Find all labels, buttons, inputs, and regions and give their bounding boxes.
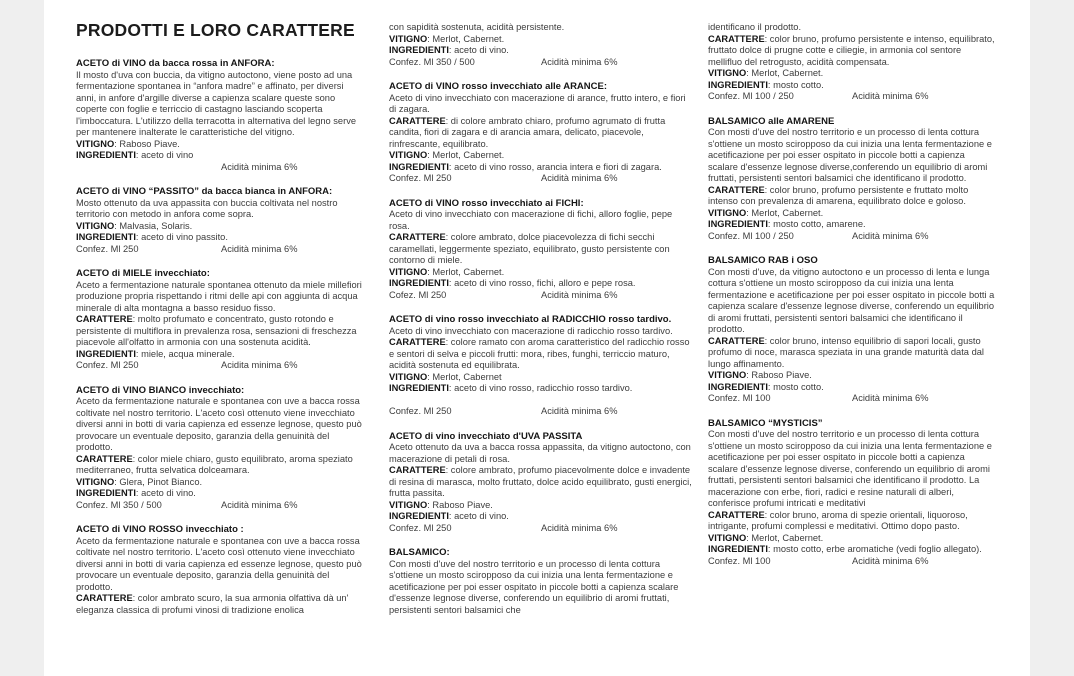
document-page [44,0,1030,676]
field-label: INGREDIENTI [76,488,136,498]
package-acidity-row [76,162,366,174]
field-text: : Merlot, Cabernet. [427,33,505,44]
acidity-note: Acidità minima 6% [852,91,929,101]
field-text: Aceto di vino invecchiato con macerazione di radicchio rosso tardivo. [389,325,673,336]
package-size: Confez. Ml 350 / 500 [76,499,162,510]
field-text: : Merlot, Cabernet. [427,150,505,160]
field-text: : mosto cotto, erbe aromatiche (vedi foglio allegato). [767,544,982,554]
field-label: INGREDIENTI [76,348,136,359]
package-acidity-row [389,523,693,535]
field-label: INGREDIENTI [76,232,136,242]
package-acidity-row [76,244,366,256]
field-text: : colore ambrato, profumo piacevolmente dolce e invadente di resina di marasca, molto fruttato, dolce acido equilibrato, gusti energici, frutta passita. [389,465,692,498]
package-size: Confez. Ml 100 / 250 [708,91,794,101]
package-acidity-row [708,91,996,103]
field-label: INGREDIENTI [708,79,768,90]
description-paragraph [708,127,996,185]
field-paragraph [708,34,996,69]
field-text: : Raboso Piave. [746,370,812,380]
column-2 [389,22,693,629]
section-heading: ACETO di MIELE invecchiato: [76,268,210,279]
field-label: VITIGNO [389,371,428,382]
package-size: Confez. Ml 350 / 500 [389,56,475,67]
field-label: CARATTERE [389,115,446,126]
field-paragraph [708,533,996,545]
field-label: VITIGNO [708,207,747,218]
field-text: : aceto di vino rosso, arancia intera e fiori di zagara. [448,161,662,172]
description-paragraph [389,559,693,617]
product-section [708,418,996,568]
field-text: : color bruno, aroma di spezie orientali, liquoroso, intrigante, profumi complessi e meditativi. Ottimo dopo pasto. [708,509,968,531]
field-label: INGREDIENTI [389,383,449,393]
field-text: : color ambrato scuro, la sua armonia olfattiva dà un' eleganza classica di profumi vinosi di tradizione enolica [76,593,349,615]
product-section [708,116,996,243]
field-text: : Merlot, Cabernet. [427,266,505,277]
description-paragraph [389,326,693,338]
description-paragraph [76,70,366,139]
package-acidity-row [708,393,996,405]
package-acidity-row [76,500,366,512]
field-paragraph [76,232,366,244]
field-paragraph [389,150,693,162]
field-label: CARATTERE [76,314,133,324]
field-text: identificano il prodotto. [708,22,802,32]
section-heading: ACETO di VINO rosso invecchiato ai FICHI: [389,197,584,209]
field-text: : aceto di vino. [135,488,196,498]
field-paragraph [76,593,366,616]
package-size: Confez. Ml 250 [389,522,452,533]
acidity-note: Acidità minima 6% [541,522,618,533]
field-label: VITIGNO [389,499,428,510]
section-heading: BALSAMICO “MYSTICIS” [708,417,823,429]
field-text: : Merlot, Cabernet. [746,68,824,78]
field-paragraph [708,68,996,80]
product-section [708,22,996,103]
description-paragraph [708,267,996,336]
field-label: INGREDIENTI [708,219,768,229]
field-label: CARATTERE [708,184,765,195]
description-paragraph [389,22,693,34]
description-paragraph [76,280,366,315]
product-section [389,431,693,535]
field-text: : Raboso Piave. [427,499,493,510]
field-label: CARATTERE [389,465,446,475]
package-acidity-row [389,57,693,69]
column-3 [708,22,996,580]
field-text: Aceto di vino invecchiato con macerazione di arance, frutto intero, e fiori di zagara. [389,92,686,114]
product-section [389,547,693,616]
field-text: : aceto di vino [135,150,194,160]
description-paragraph [389,442,693,465]
description-paragraph [76,536,366,594]
field-text: : aceto di vino. [448,511,509,521]
package-size: Confez. Ml 100 [708,555,771,566]
field-paragraph [708,370,996,382]
field-paragraph [389,337,693,372]
section-heading: BALSAMICO alle AMARENE [708,115,835,127]
acidity-note: Acidità minima 6% [852,555,929,566]
package-acidity-row [708,556,996,568]
field-text: Con mosti d'uve, da vitigno autoctono e un processo di lenta e lunga cottura s'ottiene un mosto sciropposo da cui inizia una lenta fermentazione e acetificazione per poi esser ospitato in piccole botti a capienza scalare d'essenze legnose diverse, conferendo un equilibrio di aromi fruttati, persistenti sentori balsamici che identificano il prodotto. [708,266,995,334]
field-label: VITIGNO [708,532,747,543]
field-paragraph [708,80,996,92]
field-text: : mosto cotto, amarene. [767,219,866,229]
package-acidity-row [389,406,693,418]
field-text: : Merlot, Cabernet [427,371,502,382]
field-paragraph [389,465,693,500]
field-paragraph [708,208,996,220]
field-text: : aceto di vino passito. [135,232,228,242]
field-label: VITIGNO [708,68,747,78]
field-text: Aceto a fermentazione naturale spontanea ottenuto da miele millefiori produzione propria rispettando i ritmi delle api con aggiunta di acqua minerale di alta montagna a basso residuo fisso. [76,279,362,313]
field-paragraph [389,116,693,151]
description-paragraph [708,429,996,510]
field-text: : aceto di vino rosso, fichi, alloro e pepe rosa. [448,278,636,288]
field-paragraph [708,336,996,371]
acidity-note: Acidità minima 6% [541,289,618,300]
field-paragraph [708,185,996,208]
field-paragraph [76,477,366,489]
field-text: : Malvasia, Solaris. [114,220,193,231]
field-label: CARATTERE [76,453,133,464]
description-paragraph [389,93,693,116]
field-label: INGREDIENTI [389,278,449,288]
field-text: Aceto da fermentazione naturale e spontanea con uve a bacca rossa coltivate nel nostro territorio. L'aceto così ottenuto viene invecchiato diversi anni in botti di varia capienza ed essenze legnose, questo può provocare un eventuale deposito, garanzia della genuinità del prodotto. [76,396,362,452]
product-section [389,81,693,185]
field-label: INGREDIENTI [708,544,768,554]
field-label: CARATTERE [708,509,765,520]
section-heading: BALSAMICO RAB i OSO [708,255,818,266]
field-paragraph [708,382,996,394]
field-label: INGREDIENTI [76,150,136,160]
field-paragraph [76,314,366,349]
package-size: Confez. Ml 250 [389,406,452,416]
field-paragraph [708,510,996,533]
product-section [76,58,366,173]
package-size: Cofez. Ml 250 [389,289,447,300]
field-label: VITIGNO [389,33,428,44]
section-heading: ACETO di VINO “PASSITO” da bacca bianca in ANFORA: [76,186,333,197]
field-text: Il mosto d'uva con buccia, da vitigno autoctono, viene posto ad una fermentazione spontanea in “anfora madre” e affinato, per diversi anni, in anfore d'argille diverse a capienza scalare queste sono coperte con foglie e terriccio di castagno lasciando scoperta l'imboccatura. L'utilizzo della terracotta in alternativa del legno serve per mantenere inalterate le caratteristiche del vitigno. [76,69,357,137]
product-section [389,198,693,302]
field-paragraph [389,278,693,290]
acidity-note: Acidità minima 6% [221,499,298,510]
package-acidity-row [389,173,693,185]
acidity-note: Acidità minima 6% [221,161,298,172]
acidity-note: Acidità minima 6% [852,230,929,241]
description-paragraph [76,396,366,454]
field-label: VITIGNO [708,370,747,380]
field-text: : colore ambrato, dolce piacevolezza di fichi secchi caramellati, leggermente speziato, equilibrato, gusto persistente con contorno di miele. [389,232,670,265]
field-paragraph [389,267,693,279]
description-paragraph [708,22,996,34]
field-paragraph [76,454,366,477]
acidity-note: Acidità minima 6% [541,406,618,416]
acidity-note: Acidità minima 6% [852,393,929,403]
field-text: : Glera, Pinot Bianco. [114,476,203,487]
package-size: Confez. Ml 250 [76,360,139,370]
field-text: : Merlot, Cabernet. [746,532,824,543]
description-paragraph [76,198,366,221]
product-section [389,314,693,418]
field-text: : color bruno, intenso equilibrio di sapori locali, gusto profumo di noce, marasca speziata in una grande maturità data dal lungo affinamento. [708,335,984,369]
page-title: PRODOTTI E LORO CARATTERE [76,20,355,40]
product-section [389,22,693,68]
field-paragraph [389,45,693,57]
field-label: INGREDIENTI [708,381,768,392]
field-paragraph [389,34,693,46]
product-section [708,255,996,405]
field-paragraph [389,500,693,512]
package-acidity-row [389,290,693,302]
package-size: Confez. Ml 250 [76,243,139,254]
field-text: : color bruno, profumo persistente e fruttato molto intenso con prevalenza di amarena, equilibrato dolce e goloso. [708,184,969,206]
section-heading: ACETO di VINO ROSSO invecchiato : [76,524,244,535]
description-paragraph [389,209,693,232]
field-paragraph [389,372,693,384]
field-label: CARATTERE [708,335,765,346]
field-paragraph [708,544,996,556]
acidity-note: Acidità minima 6% [221,243,298,254]
field-paragraph [76,488,366,500]
package-size: Confez. Ml 100 [708,393,771,403]
field-text: Aceto da fermentazione naturale e spontanea con uve a bacca rossa coltivate nel nostro territorio. L'aceto così ottenuto viene invecchiato diversi anni in botti di varia capienza ed essenze legnose, questo può provocare un eventuale deposito, garanzia della genuinità del prodotto. [76,535,362,592]
field-label: CARATTERE [708,33,765,44]
field-label: VITIGNO [389,150,428,160]
field-text: : molto profumato e concentrato, gusto rotondo e persistente di multiflora in prevalenza rosa, sensazioni di freschezza piacevole all'olfatto in armonia con una sostenuta acidità. [76,314,357,347]
section-heading: BALSAMICO: [389,547,450,558]
field-text: : Raboso Piave. [114,138,180,149]
field-text: : color miele chiaro, gusto equilibrato, aroma speziato mediterraneo, frutta selvatica dolceamara. [76,453,353,475]
package-size: Confez. Ml 100 / 250 [708,230,794,241]
package-size: Confez. Ml 250 [389,173,452,183]
field-label: VITIGNO [389,266,428,277]
field-label: CARATTERE [76,593,133,603]
package-acidity-row [76,360,366,372]
field-label: INGREDIENTI [389,161,449,172]
acidity-note: Acidita minima 6% [221,360,298,370]
field-text: : Merlot, Cabernet. [746,207,824,218]
field-text: : colore ramato con aroma caratteristico del radicchio rosso e sentori di selva e piccoli frutti: mora, ribes, funghi, terriccio maturo, acidità sostenuta ed equilibrata. [389,337,690,370]
field-label: VITIGNO [76,476,115,487]
field-text: : mosto cotto. [767,381,824,392]
section-heading: ACETO di vino invecchiato d'UVA PASSITA [389,430,583,442]
product-section [76,186,366,255]
acidity-note: Acidità minima 6% [541,56,618,67]
field-text: Con mosti d'uve del nostro territorio e un processo di lenta cottura s'ottiene un mosto sciropposo da cui inizia una lenta fermentazione e acetificazione per poi esser ospitato in piccole botti a capienza scalare d'essenze legnose diverse,conferendo un equilibrio di aromi fruttati, persistenti sentori balsamici che identificano il prodotto. [708,127,992,183]
package-acidity-row [708,231,996,243]
field-paragraph [76,139,366,151]
product-section [76,524,366,616]
field-label: INGREDIENTI [389,45,449,55]
product-section [76,268,366,372]
field-label: VITIGNO [76,220,115,231]
acidity-note: Acidità minima 6% [541,173,618,183]
product-section [76,385,366,512]
package-size [76,162,221,174]
field-label: CARATTERE [389,337,446,347]
field-paragraph [389,232,693,267]
field-text: : color bruno, profumo persistente e intenso, equilibrato, fruttato dolce di prugne cotte e ciliegie, in armonia col sentore mellifluo del retrogusto, acidità compensata. [708,33,995,67]
field-paragraph [389,511,693,523]
field-text: : miele, acqua minerale. [135,348,235,359]
field-text: : di colore ambrato chiaro, profumo agrumato di frutta candita, fiori di zagara e di arancia amara, delicato, piacevole, rinfrescante, equilibrato. [389,115,666,149]
field-paragraph [389,383,693,395]
field-paragraph [708,219,996,231]
field-text: Con mosti d'uve del nostro territorio e un processo di lenta cottura s'ottiene un mosto sciropposo da cui inizia una lenta fermentazione e acetificazione per poi esser ospitato in piccole botti a capienza scalare d'essenze legnose diverse, conferendo un equilibrio di aromi fruttati, persistenti sentori balsamici che [389,558,679,615]
section-heading: ACETO di VINO rosso invecchiato alle ARANCE: [389,81,608,92]
field-text: con sapidità sostenuta, acidità persistente. [389,22,565,32]
field-paragraph [389,162,693,174]
field-paragraph [76,150,366,162]
field-text: : aceto di vino. [448,45,509,55]
field-text: : aceto di vino rosso, radicchio rosso tardivo. [448,383,633,393]
field-label: VITIGNO [76,138,115,149]
field-paragraph [76,349,366,361]
field-text: : mosto cotto. [767,79,824,90]
field-text: Aceto ottenuto da uva a bacca rossa appassita, da vitigno autoctono, con macerazione di petali di rosa. [389,442,691,464]
field-label: CARATTERE [389,232,446,242]
section-heading: ACETO di VINO da bacca rossa in ANFORA: [76,58,275,69]
section-heading: ACETO di vino rosso invecchiato al RADICCHIO rosso tardivo. [389,314,672,325]
column-1 [76,20,366,629]
field-text: Mosto ottenuto da uva appassita con buccia coltivata nel nostro territorio con metodo in anfora come sopra. [76,197,338,219]
field-paragraph [76,221,366,233]
field-label: INGREDIENTI [389,511,449,521]
field-text: Aceto di vino invecchiato con macerazione di fichi, alloro foglie, pepe rosa. [389,209,673,231]
field-text: Con mosti d'uve del nostro territorio e un processo di lenta cottura s'ottiene un mosto sciropposo da cui inizia una lenta fermentazione e acetificazione per poi esser ospitato in piccole botti a capienza scalare d'essenze legnose diverse, conferendo un equilibrio di aromi fruttati, persistenti sentori balsamici che identificano il prodotto. La macerazione con erbe, fiori, radici e resine naturali di alberi, conferisce profumi intricati e meditativi [708,429,992,508]
section-heading: ACETO di VINO BIANCO invecchiato: [76,384,245,396]
